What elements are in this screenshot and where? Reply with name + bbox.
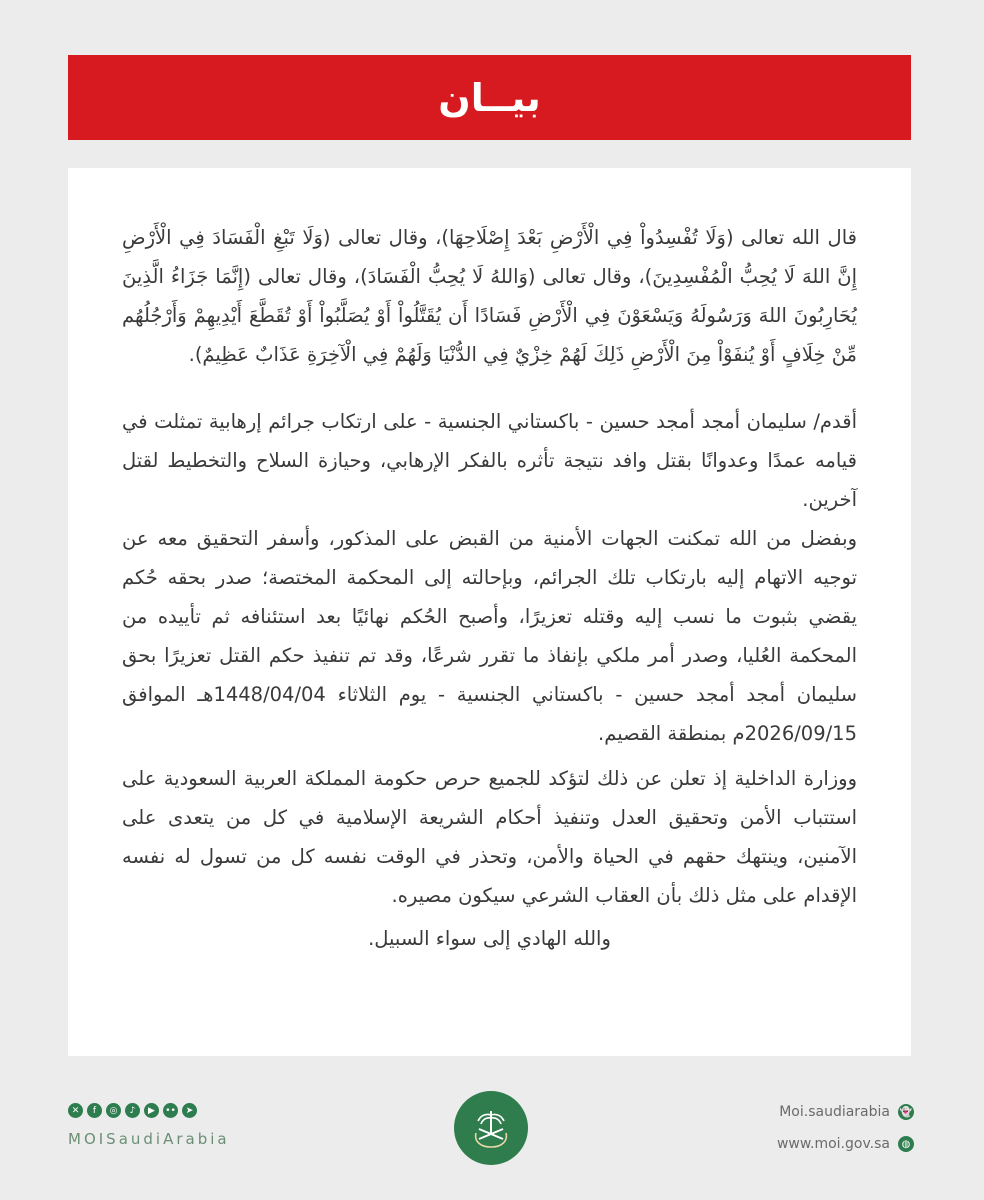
youtube-icon[interactable]: ▶ — [144, 1103, 159, 1118]
statement-paragraph-1: أقدم/ سليمان أمجد أمجد حسين - باكستاني الجنسية - على ارتكاب جرائم إرهابية تمثلت في قيامه عمدًا وعدوانًا بقتل وافد نتيجة تأثره بالفكر الإرهابي، وحيازة السلاح والتخطيط لقتل آخرين. — [122, 410, 857, 511]
moi-emblem — [454, 1091, 528, 1165]
snapchat-icon: 👻 — [898, 1104, 914, 1120]
website-link[interactable]: www.moi.gov.sa — [776, 1136, 890, 1152]
website-row[interactable] — [777, 1134, 914, 1154]
social-icons-row — [68, 1103, 197, 1118]
page-title: بيــان — [438, 75, 541, 120]
flickr-icon[interactable]: •• — [163, 1103, 178, 1118]
statement-card — [68, 168, 911, 1056]
social-handle[interactable]: MOISaudiArabia — [68, 1130, 230, 1148]
globe-icon: ◍ — [898, 1136, 914, 1152]
contact-info — [777, 1102, 914, 1166]
title-banner — [68, 55, 911, 140]
closing-line: والله الهادي إلى سواء السبيل. — [368, 927, 611, 950]
emblem-palm-swords-icon — [466, 1103, 516, 1153]
x-icon[interactable]: ✕ — [68, 1103, 83, 1118]
statement-paragraph-3: ووزارة الداخلية إذ تعلن عن ذلك لتؤكد للجميع حرص حكومة المملكة العربية السعودية على استتباب الأمن وتحقيق العدل وتنفيذ أحكام الشريعة الإسلامية في كل من يتعدى على الآمنين، وينتهك حقهم في الحياة والأمن، وتحذر في الوقت نفسه كل من تسول له نفسه الإقدام على مثل ذلك بأن العقاب الشرعي سيكون مصيره. — [122, 767, 857, 907]
tiktok-icon[interactable]: ♪ — [125, 1103, 140, 1118]
statement-paragraph-2: وبفضل من الله تمكنت الجهات الأمنية من القبض على المذكور، وأسفر التحقيق معه عن توجيه الاتهام إليه بارتكاب تلك الجرائم، وبإحالته إلى المحكمة المختصة؛ صدر بحقه حُكم يقضي بثبوت ما نسب إليه وقتله تعزيرًا، وأصبح الحُكم نهائيًا بعد استئنافه ثم تأييده من المحكمة العُليا، وصدر أمر ملكي بإنفاذ ما تقرر شرعًا، وقد تم تنفيذ حكم القتل تعزيرًا بحق سليمان أمجد أمجد حسين - باكستاني الجنسية - يوم الثلاثاء 1448/04/04هـ الموافق 2026/09/15م بمنطقة القصيم. — [122, 527, 858, 745]
instagram-icon[interactable]: ◎ — [106, 1103, 121, 1118]
telegram-icon[interactable]: ➤ — [182, 1103, 197, 1118]
facebook-icon[interactable]: f — [87, 1103, 102, 1118]
footer — [0, 1056, 984, 1200]
snapchat-handle[interactable]: Moi.saudiarabia — [779, 1104, 890, 1120]
quran-quote-paragraph: قال الله تعالى (وَلَا تُفْسِدُواْ فِي الْأَرْضِ بَعْدَ إِصْلَاحِهَا)، وقال تعالى (وَلَا تَبْغِ الْفَسَادَ فِي الْأَرْضِ إِنَّ اللهَ لَا يُحِبُّ الْمُفْسِدِينَ)، وقال تعالى (وَاللهُ لَا يُحِبُّ الْفَسَادَ)، وقال تعالى (إِنَّمَا جَزَاءُ الَّذِينَ يُحَارِبُونَ اللهَ وَرَسُولَهُ وَيَسْعَوْنَ فِي الْأَرْضِ فَسَادًا أَن يُقَتَّلُواْ أَوْ يُصَلَّبُواْ أَوْ تُقَطَّعَ أَيْدِيهِمْ وَأَرْجُلُهُم مِّنْ خِلَافٍ أَوْ يُنفَوْاْ مِنَ الْأَرْضِ ذَلِكَ لَهُمْ خِزْيٌ فِي الدُّنْيَا وَلَهُمْ فِي الْآخِرَةِ عَذَابٌ عَظِيمٌ). — [122, 226, 857, 366]
snapchat-row[interactable] — [777, 1102, 914, 1122]
